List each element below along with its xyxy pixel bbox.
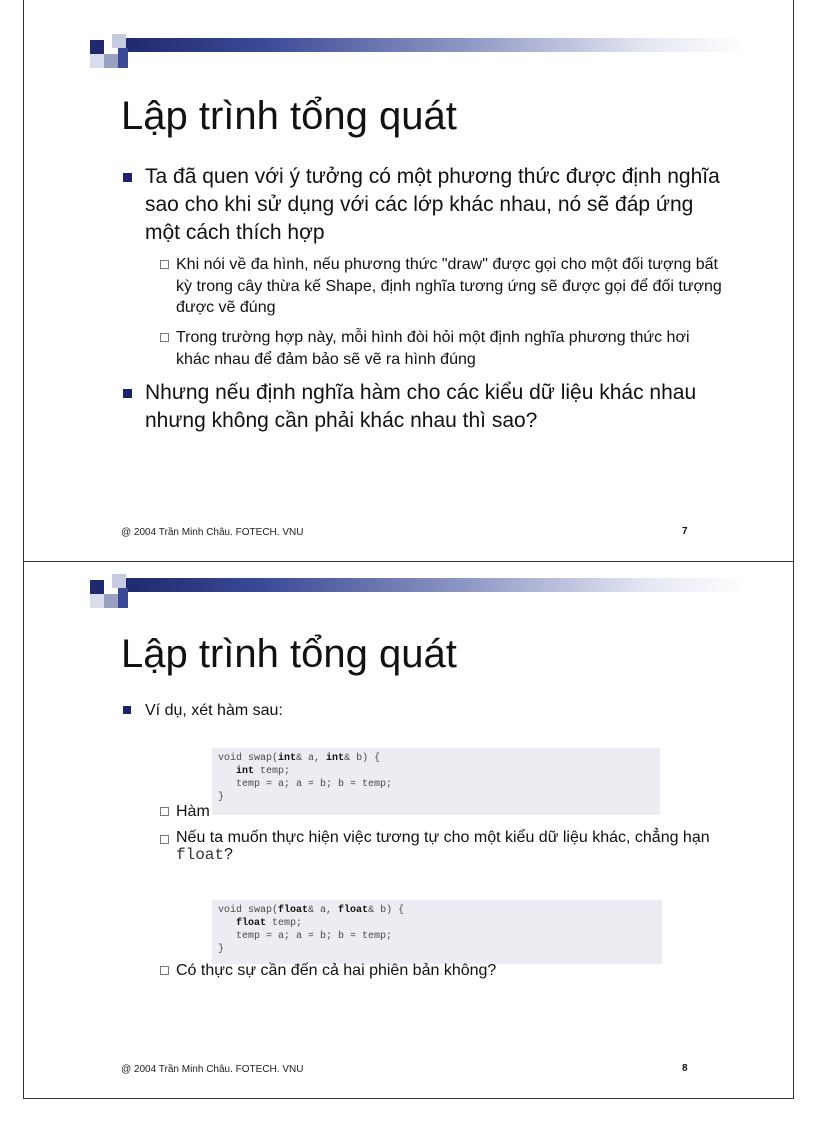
header-square <box>90 580 104 594</box>
bullet-level2: Có thực sự cần đến cả hai phiên bản không? <box>176 960 716 982</box>
header-square <box>112 34 126 48</box>
header-square <box>90 40 104 54</box>
slide-header-decoration <box>24 0 794 60</box>
slide-title: Lập trình tổng quát <box>121 632 457 676</box>
header-square <box>104 594 118 608</box>
bullet-level1: Ta đã quen với ý tưởng có một phương thức được định nghĩa sao cho khi sử dụng với các lớp khác nhau, nó sẽ đáp ứng một cách thích hợp <box>145 163 725 247</box>
bullet-level2: Trong trường hợp này, mỗi hình đòi hỏi một định nghĩa phương thức hơi khác nhau để đảm bảo sẽ vẽ ra hình đúng <box>176 327 726 370</box>
slide-footer: @ 2004 Trần Minh Châu. FOTECH. VNU <box>121 1064 304 1075</box>
code-block-swap-float: void swap(float& a, float& b) { float temp; temp = a; a = b; b = temp; } <box>212 900 662 964</box>
slide-7 <box>23 0 794 562</box>
page-number: 7 <box>682 526 688 537</box>
slide-footer: @ 2004 Trần Minh Châu. FOTECH. VNU <box>121 527 304 538</box>
bullet-level2: Hàm <box>176 801 216 823</box>
bullet-level2: Nếu ta muốn thực hiện việc tương tự cho một kiểu dữ liệu khác, chẳng hạn float? <box>176 829 716 864</box>
header-square <box>118 48 128 68</box>
inline-code: float <box>176 846 225 864</box>
header-square <box>90 594 104 608</box>
slide-title: Lập trình tổng quát <box>121 94 457 138</box>
header-square <box>112 574 126 588</box>
header-square <box>118 588 128 608</box>
header-square <box>104 54 118 68</box>
bullet-level1: Ví dụ, xét hàm sau: <box>145 700 705 722</box>
header-gradient-bar <box>126 38 746 52</box>
bullet-level1: Nhưng nếu định nghĩa hàm cho các kiểu dữ liệu khác nhau nhưng không cần phải khác nhau thì sao? <box>145 379 705 435</box>
code-block-swap-int: void swap(int& a, int& b) { int temp; temp = a; a = b; b = temp; } <box>212 748 660 815</box>
bullet-level2: Khi nói về đa hình, nếu phương thức "draw" được gọi cho một đối tượng bất kỳ trong cây thừa kế Shape, định nghĩa tương ứng sẽ được gọi để đối tượng được vẽ đúng <box>176 254 726 319</box>
header-gradient-bar <box>126 578 746 592</box>
slide-8 <box>23 561 794 1099</box>
slide-header-decoration <box>24 562 794 622</box>
page-number: 8 <box>682 1063 688 1074</box>
header-square <box>90 54 104 68</box>
